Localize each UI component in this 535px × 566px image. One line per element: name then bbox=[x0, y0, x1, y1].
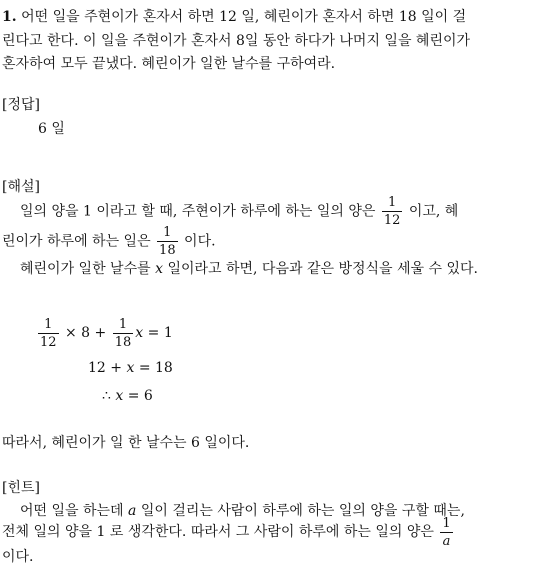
fraction-one-twelfth: $\frac{1}{12}$ bbox=[383, 195, 401, 228]
explanation-text-1b: 이고, 혜 bbox=[408, 203, 459, 220]
answer-label: [정답] bbox=[2, 97, 40, 113]
eq3-rhs: = 6 bbox=[127, 388, 153, 404]
hint-text-1b: 일이 걸리는 사람이 하루에 하는 일의 양을 구할 때는, bbox=[140, 503, 465, 519]
problem-text-2: 린다고 한다. 이 일을 주현이가 혼자서 8일 동안 하다가 나머지 일을 혜린이가 bbox=[2, 33, 471, 49]
eq2-variable: x bbox=[126, 360, 135, 376]
explanation-text-2b: 이다. bbox=[184, 233, 216, 250]
therefore-symbol: ∴ bbox=[102, 388, 111, 404]
eq1-fraction-1: $\frac{1}{12}$ bbox=[40, 316, 57, 350]
explanation-line-1 bbox=[20, 196, 458, 227]
problem-text-3: 혼자하여 모두 끝냈다. 혜린이가 일한 날수를 구하여라. bbox=[2, 56, 336, 72]
eq1-fraction-2: $\frac{1}{18}$ bbox=[114, 316, 132, 350]
equation-2 bbox=[88, 360, 173, 376]
answer-value: 6 일 bbox=[38, 121, 65, 137]
explanation-text-2a: 린이가 하루에 하는 일은 bbox=[2, 233, 151, 250]
problem-line-1 bbox=[2, 6, 466, 26]
hint-text-1a: 어떤 일을 하는데 bbox=[20, 503, 124, 519]
variable-a: a bbox=[128, 503, 137, 519]
eq3-variable: x bbox=[115, 388, 124, 404]
fraction-one-eighteenth: $\frac{1}{18}$ bbox=[159, 225, 176, 258]
eq1-rhs: = 1 bbox=[147, 325, 173, 341]
problem-text-1: 어떤 일을 주현이가 혼자서 하면 12 일, 혜린이가 혼자서 하면 18 일이 걸 bbox=[21, 9, 467, 25]
problem-number: 1. bbox=[2, 9, 17, 25]
eq2-lhs: 12 + bbox=[88, 360, 122, 376]
explanation-text-1a: 일의 양을 1 이라고 할 때, 주현이가 하루에 하는 일의 양은 bbox=[20, 203, 376, 220]
hint-text-3: 이다. bbox=[2, 549, 34, 565]
eq1-variable: x bbox=[135, 325, 144, 341]
equation-3 bbox=[102, 388, 153, 404]
explanation-label: [해설] bbox=[2, 179, 40, 195]
explanation-text-3a: 혜린이가 일한 날수를 bbox=[20, 261, 151, 277]
hint-text-2a: 전체 일의 양을 1 로 생각한다. 따라서 그 사람이 하루에 하는 일의 양은 bbox=[2, 524, 434, 540]
explanation-line-2 bbox=[2, 226, 216, 257]
equation-1 bbox=[36, 316, 173, 350]
hint-label: [힌트] bbox=[2, 480, 40, 496]
explanation-conclusion: 따라서, 혜린이가 일 한 날수는 6 일이다. bbox=[2, 435, 250, 451]
hint-line-2 bbox=[2, 514, 455, 550]
eq2-rhs: = 18 bbox=[138, 360, 173, 376]
fraction-one-over-a: $\frac{1}{a}$ bbox=[442, 515, 451, 549]
explanation-line-3 bbox=[20, 258, 478, 278]
eq1-middle: × 8 + bbox=[65, 325, 107, 341]
variable-x: x bbox=[155, 261, 163, 277]
explanation-text-3b: 일이라고 하면, 다음과 같은 방정식을 세울 수 있다. bbox=[167, 261, 478, 277]
